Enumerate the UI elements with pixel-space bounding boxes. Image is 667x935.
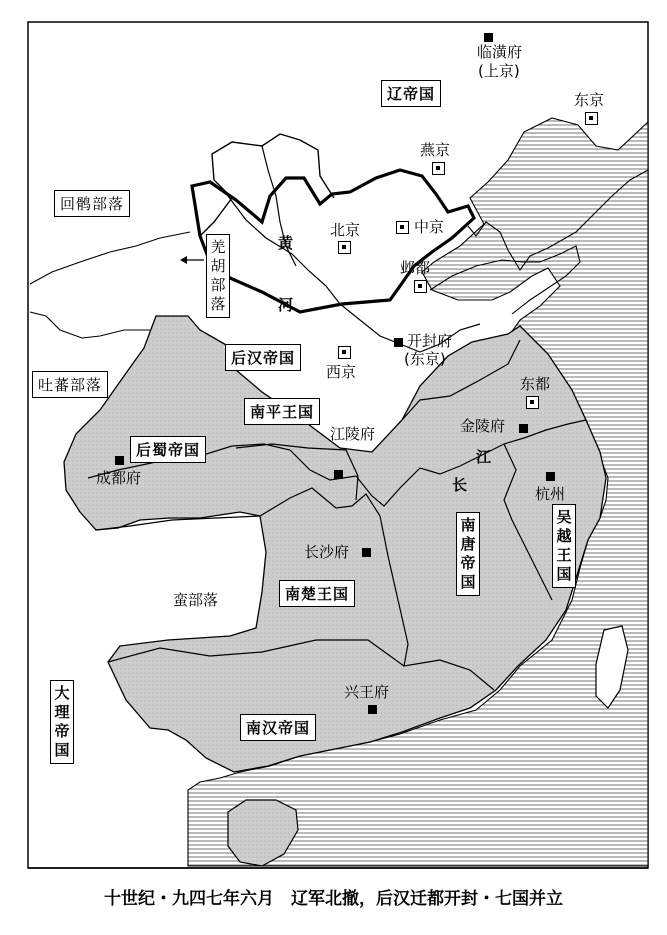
capital-marker [362, 548, 371, 557]
capital-marker [334, 470, 343, 479]
city-marker [414, 280, 427, 293]
city-kaifeng-sub: (东京) [404, 350, 446, 368]
region-dali: 大理帝国 [50, 680, 74, 764]
city-dongjing-liao: 东京 [574, 91, 605, 109]
capital-marker [484, 33, 493, 42]
region-southern-chu: 南楚王国 [279, 580, 355, 607]
city-shangjing: (上京) [478, 62, 520, 80]
region-tubo: 吐蕃部落 [32, 371, 108, 398]
region-uighur: 回鹘部落 [54, 190, 130, 217]
city-changsha: 长沙府 [304, 543, 350, 561]
city-chengdu: 成都府 [96, 469, 142, 487]
capital-marker [394, 338, 403, 347]
capital-marker [368, 705, 377, 714]
city-marker [396, 221, 409, 234]
city-marker [338, 241, 351, 254]
capital-marker [519, 424, 528, 433]
region-later-shu: 后蜀帝国 [130, 436, 206, 463]
arrow-left-icon [178, 252, 206, 268]
city-hangzhou: 杭州 [535, 485, 566, 503]
region-nanping: 南平王国 [244, 398, 320, 425]
river-label-jiang: 江 [476, 448, 492, 466]
region-qiang-hu: 羌胡部落 [206, 234, 230, 318]
region-liao: 辽帝国 [381, 80, 441, 107]
city-marker [338, 346, 351, 359]
city-dongdu: 东都 [520, 375, 551, 393]
city-kaifeng: 开封府 [407, 332, 453, 350]
capital-marker [546, 472, 555, 481]
region-southern-han: 南汉帝国 [240, 714, 316, 741]
river-label-chang: 长 [452, 476, 468, 494]
city-xijing: 西京 [326, 363, 357, 381]
city-marker [526, 396, 539, 409]
city-zhongjing: 中京 [414, 218, 445, 236]
city-marker [585, 112, 598, 125]
city-marker [432, 162, 445, 175]
region-wuyue: 吴越王国 [552, 504, 576, 588]
region-later-han: 后汉帝国 [225, 344, 301, 371]
river-label-he: 河 [278, 296, 294, 314]
city-beijing: 北京 [330, 221, 361, 239]
city-yanjing: 燕京 [420, 141, 451, 159]
region-southern-tang: 南唐帝国 [456, 512, 480, 596]
region-man: 蛮部落 [173, 591, 219, 609]
capital-marker [115, 456, 124, 465]
city-jinling: 金陵府 [460, 417, 506, 435]
map-caption: 十世纪・九四七年六月 辽军北撤，后汉迁都开封・七国并立 [104, 889, 563, 909]
river-label-huang: 黄 [278, 234, 294, 252]
city-linhuang: 临潢府 [477, 43, 523, 61]
city-xingwang: 兴王府 [344, 683, 390, 701]
city-jiangling: 江陵府 [330, 425, 376, 443]
city-yedu: 邺都 [400, 259, 431, 277]
